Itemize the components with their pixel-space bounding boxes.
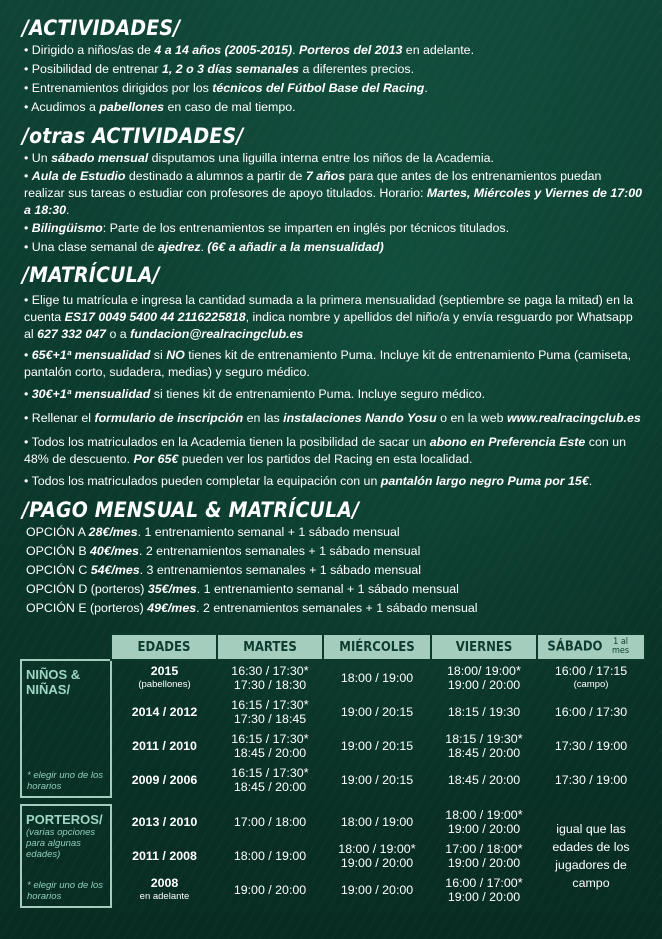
list-item: • Dirigido a niños/as de 4 a 14 años (2005-2015). Porteros del 2013 en adelante. [24, 43, 475, 57]
table-row [21, 805, 645, 839]
option-row: OPCIÓN C 54€/mes. 3 entrenamientos semanales + 1 sábado mensual [26, 563, 422, 577]
time-cell: 17:00 / 18:00 [233, 815, 307, 829]
time-cell: 17:30 / 19:00 [554, 773, 628, 787]
list-item: • 30€+1ª mensualidad si tienes kit de entrenamiento Puma. Incluye seguro médico. [24, 387, 486, 401]
age-cell: 2011 / 2008 [132, 849, 197, 863]
section-title-actividades: /ACTIVIDADES/ [22, 16, 181, 40]
time-cell: 19:00 / 20:15 [340, 705, 414, 719]
header-edades: EDADES [111, 634, 217, 660]
header-miercoles: MIÉRCOLES [323, 634, 431, 660]
sabado-porteros-cell: igual que las edades de los jugadores de campo [552, 822, 630, 890]
time-cell: 19:00 / 20:15 [340, 773, 414, 787]
group-title: NIÑOS & NIÑAS/ [26, 667, 81, 697]
list-item: • Un sábado mensual disputamos una liguilla interna entre los niños de la Academia. [24, 151, 494, 165]
list-item: • Bilingüismo: Parte de los entrenamientos se imparten en inglés por técnicos titulados. [24, 221, 510, 235]
time-cell: 18:00 / 19:00 [340, 671, 414, 685]
time-cell: 18:00 / 19:00* 19:00 / 20:00 [338, 841, 416, 870]
option-row: OPCIÓN D (porteros) 35€/mes. 1 entrenamiento semanal + 1 sábado mensual [26, 582, 459, 596]
group-note: * elegir uno de los horarios [27, 770, 104, 792]
group-note: * elegir uno de los horarios [27, 880, 104, 902]
list-item: • Entrenamientos dirigidos por los técnicos del Fútbol Base del Racing. [24, 81, 428, 95]
option-row: OPCIÓN E (porteros) 49€/mes. 2 entrenamientos semanales + 1 sábado mensual [26, 601, 478, 615]
time-cell: 16:00 / 17:00* 19:00 / 20:00 [445, 875, 523, 904]
list-item: • Rellenar el formulario de inscripción en las instalaciones Nando Yosu o en la web www.realracingclub.es [24, 411, 641, 425]
list-item: • Aula de Estudio destinado a alumnos a partir de 7 años para que antes de los entrenamientos puedan realizar sus tareas o estudiar con profesores de apoyo titulados. Horario: Martes, Miércoles y Viernes de 17:00 a 18:30. [24, 169, 643, 217]
section-title-otras-actividades: /otras ACTIVIDADES/ [22, 124, 244, 148]
time-cell: 18:00 / 19:00* 19:00 / 20:00 [445, 807, 523, 836]
table-row [21, 660, 645, 695]
age-cell: 2013 / 2010 [131, 815, 198, 829]
list-item: • Todos los matriculados pueden completar la equipación con un pantalón largo negro Puma por 15€. [24, 474, 593, 488]
time-cell: 16:15 / 17:30* 17:30 / 18:45 [231, 697, 309, 726]
time-cell: 19:00 / 20:00 [233, 883, 307, 897]
header-viernes: VIERNES [431, 634, 537, 660]
time-cell: 19:00 / 20:15 [340, 739, 414, 753]
time-cell: 18:15 / 19:30 [447, 705, 521, 719]
age-cell: 2015 (pabellones) [138, 664, 191, 690]
age-cell: 2014 / 2012 [131, 705, 198, 719]
group-porteros [21, 805, 111, 907]
list-item: • 65€+1ª mensualidad si NO tienes kit de entrenamiento Puma. Incluye kit de entrenamiento Puma (camiseta, pantalón corto, sudadera, medias) y seguro médico. [24, 348, 632, 379]
option-row: OPCIÓN B 40€/mes. 2 entrenamientos semanales + 1 sábado mensual [26, 544, 421, 558]
age-cell: 2009 / 2006 [131, 773, 198, 787]
table-row [21, 763, 645, 797]
group-subtitle: (varias opciones para algunas edades) [26, 827, 96, 860]
time-cell: 16:15 / 17:30* 18:45 / 20:00 [231, 765, 309, 794]
time-cell: 18:15 / 19:30* 18:45 / 20:00 [445, 731, 523, 760]
table-row [21, 729, 645, 763]
time-cell: 16:30 / 17:30* 17:30 / 18:30 [231, 663, 309, 692]
time-cell: 17:30 / 19:00 [554, 739, 628, 753]
age-cell: 2008 en adelante [139, 876, 190, 902]
section-title-pago: /PAGO MENSUAL & MATRÍCULA/ [22, 498, 360, 522]
time-cell: 17:00 / 18:00* 19:00 / 20:00 [445, 841, 523, 870]
time-cell: 16:00 / 17:15 (campo) [554, 664, 628, 690]
header-sabado: SÁBADO 1 al mes [537, 634, 645, 660]
table-row [21, 695, 645, 729]
time-cell: 16:15 / 17:30* 18:45 / 20:00 [231, 731, 309, 760]
time-cell: 18:00/ 19:00* 19:00 / 20:00 [447, 663, 521, 692]
time-cell: 18:00 / 19:00 [340, 815, 414, 829]
list-item: • Una clase semanal de ajedrez. (6€ a añadir a la mensualidad) [24, 240, 384, 254]
list-item: • Elige tu matrícula e ingresa la cantidad sumada a la primera mensualidad (septiembre se paga la mitad) en la cuenta ES17 0049 5400 44 2116225818, indica nombre y apellidos del niño/a y envía resguardo por Whatsapp al 627 332 047 o a fundacion@realracingclub.es [24, 293, 634, 341]
list-item: • Todos los matriculados en la Academia tienen la posibilidad de sacar un abono en Preferencia Este con un 48% de descuento. Por 65€ pueden ver los partidos del Racing en esta localidad. [24, 435, 626, 466]
header-martes: MARTES [217, 634, 323, 660]
time-cell: 16:00 / 17:30 [554, 705, 628, 719]
list-item: • Acudimos a pabellones en caso de mal tiempo. [24, 100, 296, 114]
list-item: • Posibilidad de entrenar 1, 2 o 3 días semanales a diferentes precios. [24, 62, 415, 76]
group-title: PORTEROS/ [26, 812, 103, 827]
time-cell: 18:45 / 20:00 [447, 773, 521, 787]
section-title-matricula: /MATRÍCULA/ [22, 263, 160, 287]
time-cell: 18:00 / 19:00 [233, 849, 307, 863]
group-ninos [21, 660, 111, 797]
table-header-row [21, 634, 645, 660]
option-row: OPCIÓN A 28€/mes. 1 entrenamiento semanal + 1 sábado mensual [26, 525, 400, 539]
header-corner [21, 634, 111, 660]
time-cell: 19:00 / 20:00 [340, 883, 414, 897]
schedule-table [20, 633, 646, 908]
age-cell: 2011 / 2010 [132, 739, 197, 753]
